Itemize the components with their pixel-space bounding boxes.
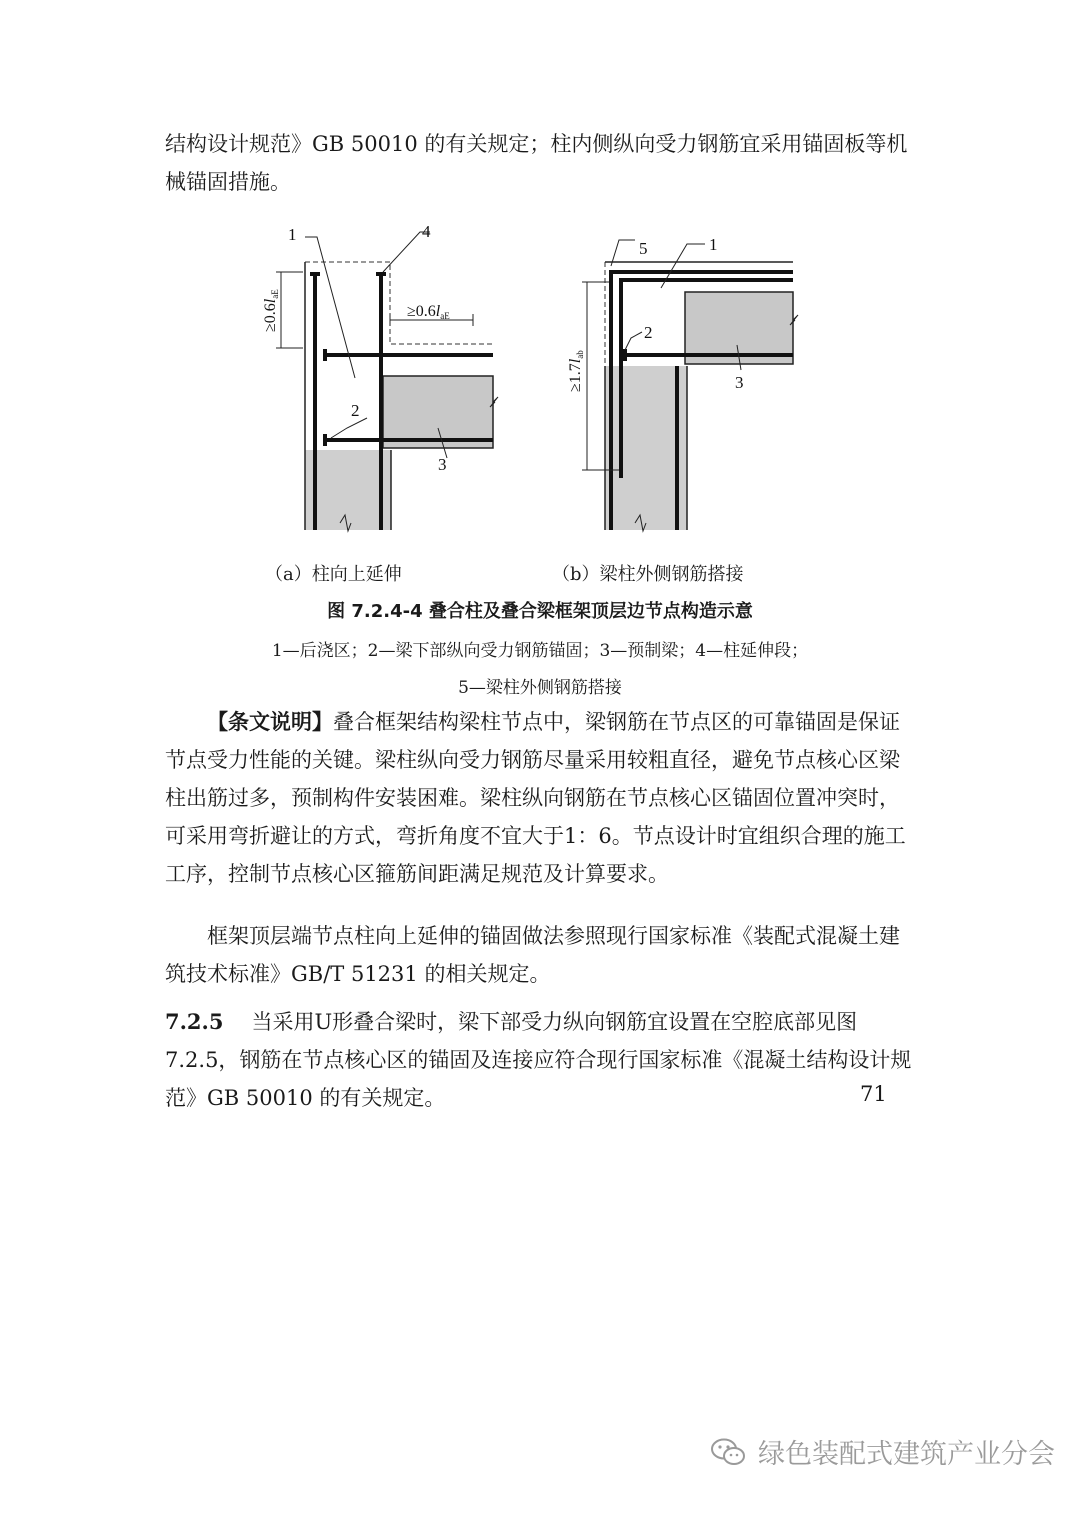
- panel-a-callout-4: 4: [422, 222, 431, 241]
- commentary-paragraph-2: 框架顶层端节点柱向上延伸的锚固做法参照现行国家标准《装配式混凝土建筑技术标准》GB/T 51231 的相关规定。: [165, 924, 900, 986]
- panel-b-caption: （b）梁柱外侧钢筋搭接: [552, 564, 744, 585]
- watermark-text: 绿色装配式建筑产业分会: [758, 1439, 1055, 1470]
- panel-a-caption: （a）柱向上延伸: [265, 564, 402, 585]
- commentary-label: 【条文说明】: [207, 709, 333, 734]
- page-number: 71: [860, 1082, 887, 1106]
- figure-title: 图 7.2.4-4 叠合柱及叠合梁框架顶层边节点构造示意: [327, 601, 753, 622]
- panel-b-callout-3: 3: [735, 373, 744, 392]
- watermark: [710, 1432, 1055, 1471]
- wechat-icon: [710, 1437, 746, 1467]
- panel-a-callout-1: 1: [288, 225, 297, 244]
- figure-panel-b: [555, 220, 815, 550]
- commentary-text: 叠合框架结构梁柱节点中，梁钢筋在节点区的可靠锚固是保证节点受力性能的关键。梁柱纵向受力钢筋尽量采用较粗直径，避免节点核心区梁柱出筋过多，预制构件安装困难。梁柱纵向钢筋在节点核心区锚固位置冲突时，可采用弯折避让的方式，弯折角度不宜大于1：6。节点设计时宜组织合理的施工工序，控制节点核心区箍筋间距满足规范及计算要求。: [165, 710, 906, 886]
- figure-legend-line-1: 1—后浇区；2—梁下部纵向受力钢筋锚固；3—预制梁；4—柱延伸段；: [271, 641, 809, 661]
- panel-b-callout-2: 2: [644, 323, 653, 342]
- clause-paragraph: [165, 1003, 917, 1117]
- clause-number: 7.2.5: [165, 1009, 224, 1034]
- commentary-paragraph: [165, 703, 917, 893]
- panel-b-callout-1: 1: [709, 235, 718, 254]
- panel-a-dim-vertical: ≥0.6laE: [262, 289, 280, 332]
- clause-text: 当采用U形叠合梁时，梁下部受力纵向钢筋宜设置在空腔底部见图7.2.5，钢筋在节点核心区的锚固及连接应符合现行国家标准《混凝土结构设计规范》GB 50010 的有关规定。: [165, 1010, 912, 1110]
- top-paragraph: 结构设计规范》GB 50010 的有关规定；柱内侧纵向受力钢筋宜采用锚固板等机械锚固措施。: [165, 132, 908, 194]
- panel-a-dim-horizontal: ≥0.6laE: [407, 303, 450, 321]
- panel-a-callout-2: 2: [351, 401, 360, 420]
- figure-legend-line-2: 5—梁柱外侧钢筋搭接: [458, 678, 622, 698]
- panel-b-callout-5: 5: [639, 239, 648, 258]
- panel-a-callout-3: 3: [438, 455, 447, 474]
- figure-panel-a: [255, 220, 515, 550]
- panel-b-dim-vertical: ≥1.7lab: [567, 350, 585, 392]
